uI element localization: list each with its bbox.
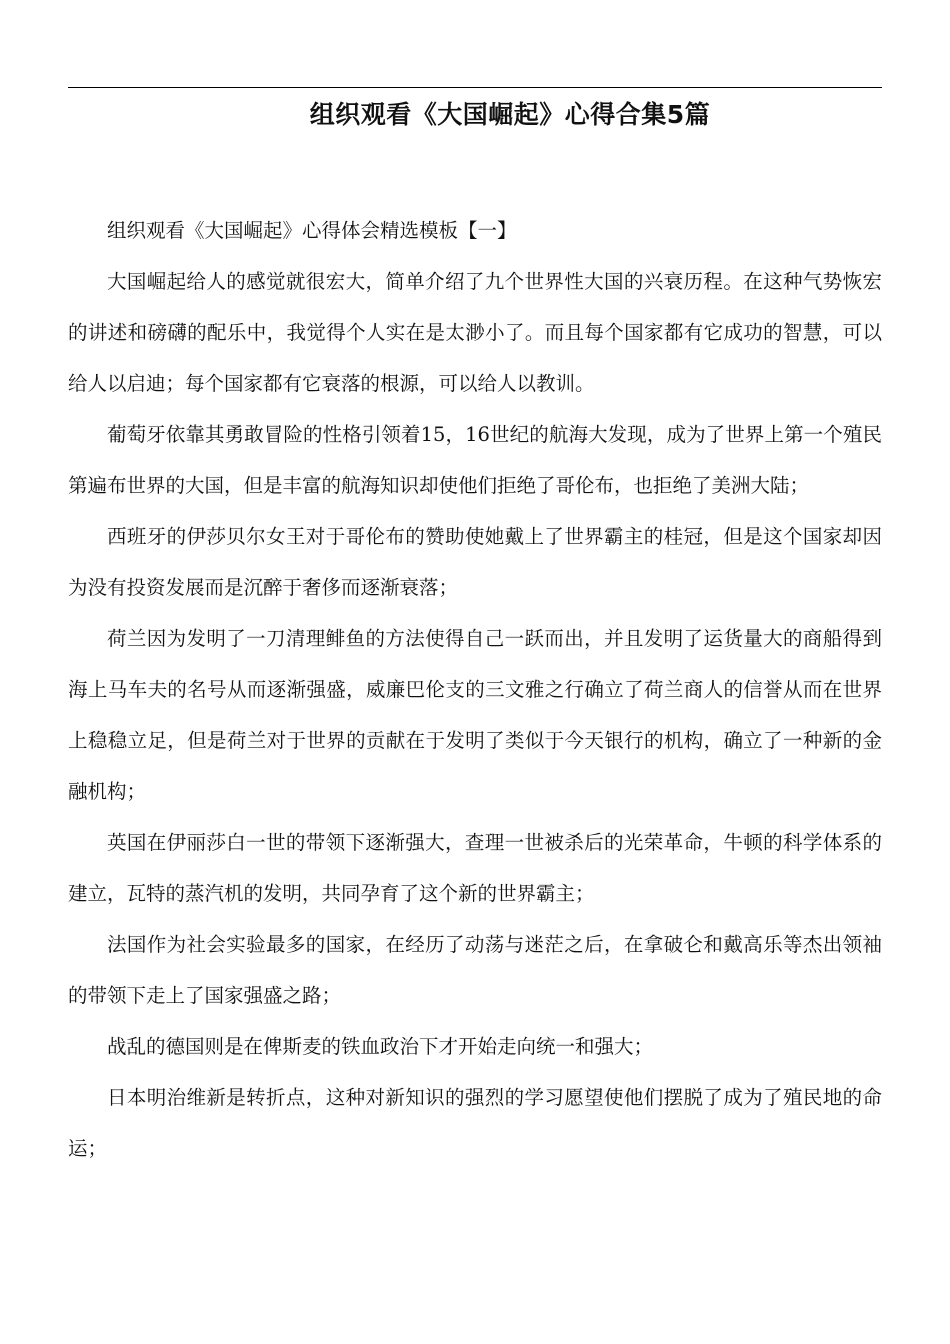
paragraph-japan: 日本明治维新是转折点，这种对新知识的强烈的学习愿望使他们摆脱了成为了殖民地的命运； xyxy=(68,1086,882,1160)
paragraph-spain: 西班牙的伊莎贝尔女王对于哥伦布的赞助使她戴上了世界霸主的桂冠，但是这个国家却因为没有投资发展而是沉醉于奢侈而逐渐衰落； xyxy=(68,525,882,599)
paragraph-germany: 战乱的德国则是在俾斯麦的铁血政治下才开始走向统一和强大； xyxy=(107,1035,654,1058)
section-heading: 组织观看《大国崛起》心得体会精选模板【一】 xyxy=(107,219,517,242)
document-title: 组织观看《大国崛起》心得合集5篇 xyxy=(309,100,711,129)
paragraph-netherlands: 荷兰因为发明了一刀清理鲱鱼的方法使得自己一跃而出，并且发明了运货量大的商船得到海上马车夫的名号从而逐渐强盛，威廉巴伦支的三文雅之行确立了荷兰商人的信誉从而在世界上稳稳立足，但是荷兰对于世界的贡献在于发明了类似于今天银行的机构，确立了一种新的金融机构； xyxy=(68,627,882,803)
paragraph-portugal: 葡萄牙依靠其勇敢冒险的性格引领着15，16世纪的航海大发现，成为了世界上第一个殖民第遍布世界的大国，但是丰富的航海知识却使他们拒绝了哥伦布，也拒绝了美洲大陆； xyxy=(68,423,882,497)
document-body xyxy=(68,205,882,1174)
paragraph-britain: 英国在伊丽莎白一世的带领下逐渐强大，查理一世被杀后的光荣革命，牛顿的科学体系的建立，瓦特的蒸汽机的发明，共同孕育了这个新的世界霸主； xyxy=(68,831,882,905)
paragraph-france: 法国作为社会实验最多的国家，在经历了动荡与迷茫之后，在拿破仑和戴高乐等杰出领袖的带领下走上了国家强盛之路； xyxy=(68,933,882,1007)
header-rule xyxy=(68,87,882,88)
paragraph-intro: 大国崛起给人的感觉就很宏大，简单介绍了九个世界性大国的兴衰历程。在这种气势恢宏的讲述和磅礴的配乐中，我觉得个人实在是太渺小了。而且每个国家都有它成功的智慧，可以给人以启迪；每个国家都有它衰落的根源，可以给人以教训。 xyxy=(68,270,882,395)
